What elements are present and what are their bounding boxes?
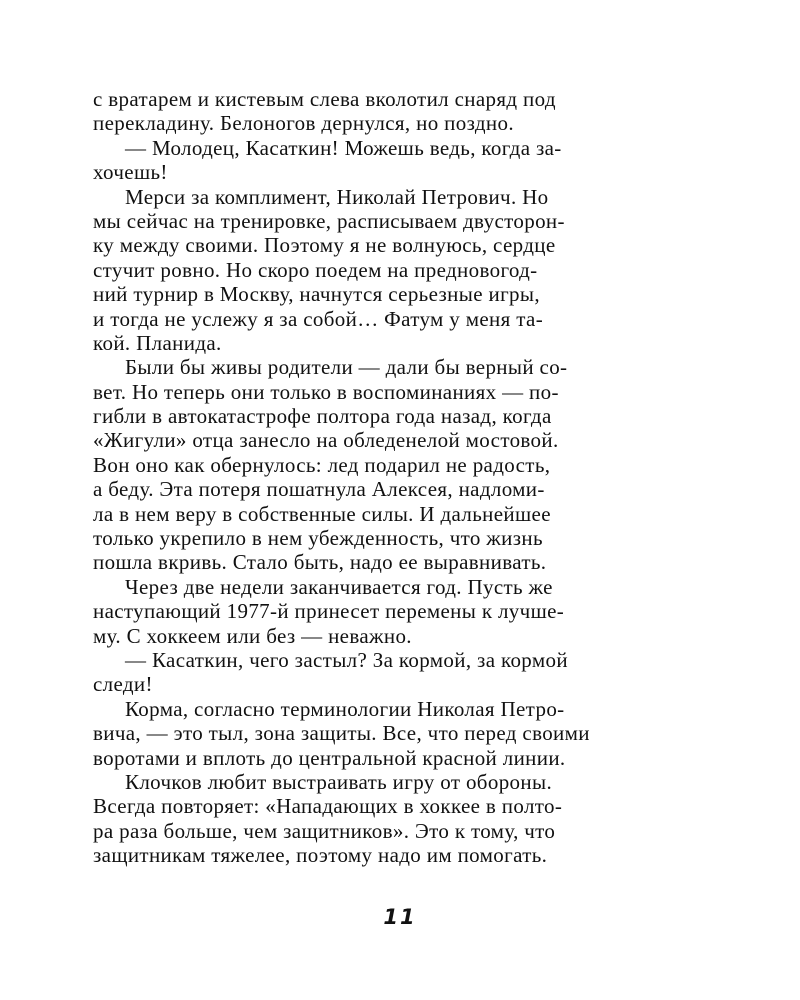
text-line: стучит ровно. Но скоро поедем на предновогод- — [93, 257, 538, 282]
text-line: защитникам тяжелее, поэтому надо им помогать. — [93, 843, 548, 868]
text-line: перекладину. Белоногов дернулся, но поздно. — [93, 111, 514, 136]
text-line: а беду. Эта потеря пошатнула Алексея, надломи- — [93, 477, 545, 502]
book-page-text — [93, 87, 671, 868]
text-line: Через две недели заканчивается год. Пусть же — [125, 574, 553, 599]
text-line: Мерси за комплимент, Николай Петрович. Но — [125, 184, 549, 209]
text-line: мы сейчас на тренировке, расписываем двусторон- — [93, 208, 565, 233]
text-line: Всегда повторяет: «Нападающих в хоккее в полто- — [93, 794, 563, 819]
text-line: пошла вкривь. Стало быть, надо ее выравнивать. — [93, 550, 547, 575]
text-line: ла в нем веру в собственные силы. И дальнейшее — [93, 501, 551, 526]
text-line: воротами и вплоть до центральной красной линии. — [93, 745, 566, 770]
text-line: Корма, согласно терминологии Николая Петро- — [125, 696, 565, 721]
text-line: — Касаткин, чего застыл? За кормой, за кормой — [125, 647, 568, 672]
text-line: му. С хоккеем или без — неважно. — [93, 623, 412, 648]
text-line: с вратарем и кистевым слева вколотил снаряд под — [93, 87, 556, 111]
text-line: и тогда не услежу я за собой… Фатум у меня та- — [93, 306, 544, 331]
page-number: 11 — [383, 905, 417, 929]
text-line: Клочков любит выстраивать игру от обороны. — [125, 769, 553, 794]
text-line: Были бы живы родители — дали бы верный со- — [125, 355, 568, 380]
text-line: следи! — [93, 672, 153, 697]
text-line: ку между своими. Поэтому я не волнуюсь, сердце — [93, 233, 556, 258]
text-line: Вон оно как обернулось: лед подарил не радость, — [93, 452, 551, 477]
text-line: гибли в автокатастрофе полтора года назад, когда — [93, 404, 552, 429]
text-line: ний турнир в Москву, начнутся серьезные игры, — [93, 282, 540, 307]
text-line: — Молодец, Касаткин! Можешь ведь, когда за- — [125, 135, 562, 160]
text-line: кой. Планида. — [93, 330, 222, 355]
text-line: хочешь! — [93, 160, 168, 185]
text-line: ра раза больше, чем защитников». Это к тому, что — [93, 818, 556, 843]
text-line: вича, — это тыл, зона защиты. Все, что перед своими — [93, 721, 590, 746]
text-line: только укрепило в нем убежденность, что жизнь — [93, 526, 543, 551]
text-line: наступающий 1977-й принесет перемены к лучше- — [93, 599, 565, 624]
text-line: вет. Но теперь они только в воспоминаниях — по- — [93, 379, 559, 404]
text-line: «Жигули» отца занесло на обледенелой мостовой. — [93, 428, 559, 453]
